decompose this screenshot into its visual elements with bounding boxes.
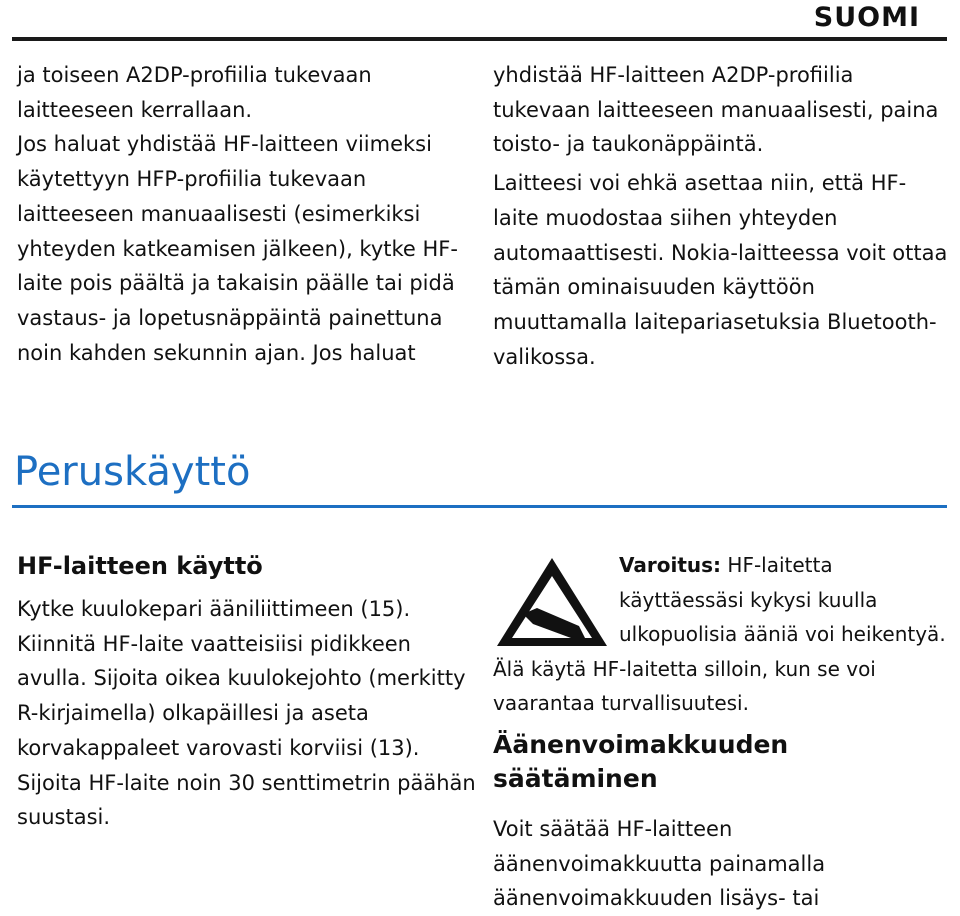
paragraph: Voit säätää HF-laitteen äänenvoimakkuutta painamalla äänenvoimakkuuden lisäys- tai (493, 817, 826, 911)
language-label: SUOMI (813, 2, 920, 33)
section-rule (12, 505, 947, 508)
warning-body: HF-laitetta käyttäessäsi kykysi kuulla ulkopuolisia ääniä voi heikentyä. Älä käytä HF-laitetta silloin, kun se voi vaarantaa turvallisuutesi. (493, 553, 946, 715)
paragraph: Kiinnitä HF-laite vaatteisiisi pidikkeen avulla. Sijoita oikea kuulokejohto (merkitty R-kirjaimella) olkapäillesi ja aseta korvakappaleet varovasti korviisi (13). Sijoita HF-laite noin 30 senttimetrin päähän suustasi. (17, 631, 476, 830)
right-column-top (493, 58, 948, 374)
paragraph: ja toiseen A2DP-profiilia tukevaan laitteeseen kerrallaan. (17, 63, 372, 122)
paragraph: Kytke kuulokepari ääniliittimeen (15). (17, 597, 411, 621)
subheading-volume: Äänenvoimakkuuden säätäminen (493, 730, 789, 793)
paragraph: yhdistää HF-laitteen A2DP-profiilia tukevaan laitteeseen manuaalisesti, paina toisto- ja taukonäppäintä. (493, 63, 939, 157)
warning-label: Varoitus: (619, 553, 722, 577)
right-column-bottom (493, 728, 948, 916)
left-column-bottom (17, 548, 477, 835)
warning-triangle-icon (493, 554, 611, 649)
header-rule (12, 37, 947, 41)
left-column-top (17, 58, 467, 370)
warning-block (493, 548, 948, 721)
section-title: Peruskäyttö (14, 449, 251, 495)
subheading-hf-usage: HF-laitteen käyttö (17, 552, 263, 580)
paragraph: Jos haluat yhdistää HF-laitteen viimeksi käytettyyn HFP-profiilia tukevaan laitteeseen manuaalisesti (esimerkiksi yhteyden katkeamisen jälkeen), kytke HF-laite pois päältä ja takaisin päälle tai pidä vastaus- ja lopetusnäppäintä painettuna noin kahden sekunnin ajan. Jos haluat (17, 132, 458, 365)
paragraph: Laitteesi voi ehkä asettaa niin, että HF-laite muodostaa siihen yhteyden automaattisesti. Nokia-laitteessa voit ottaa tämän ominaisuuden käyttöön muuttamalla laitepariasetuksia Bluetooth-valikossa. (493, 171, 948, 369)
